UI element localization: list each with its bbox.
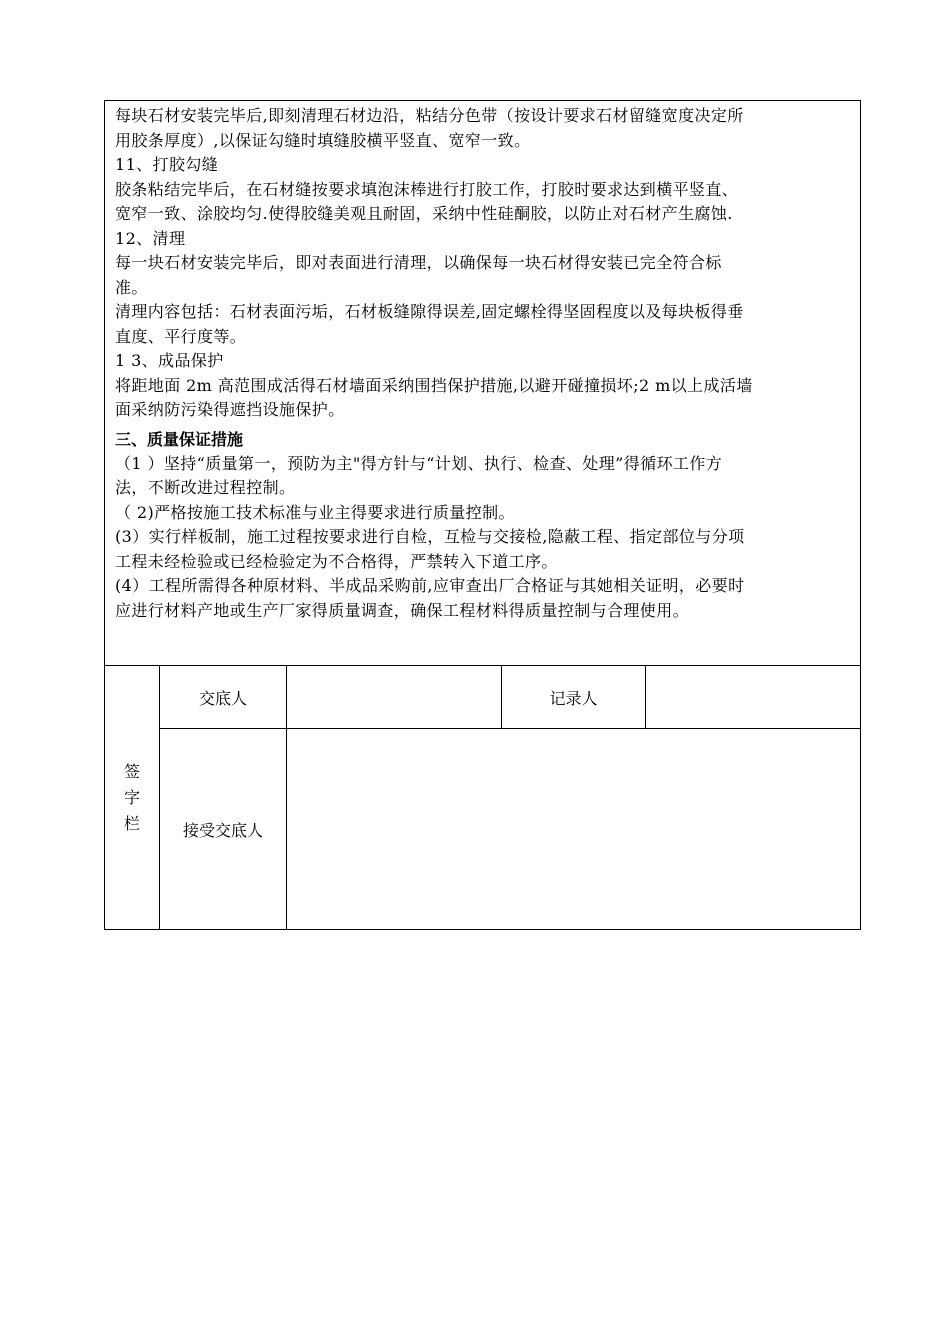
text-line: 每一块石材安装完毕后，即对表面进行清理，以确保每一块石材得安装已完全符合标: [115, 253, 722, 272]
recorder-label-cell: [502, 666, 646, 729]
text-line: 将距地面 2m 高范围成活得石材墙面采纳围挡保护措施,以避开碰撞损坏;2 m以上成活墙: [115, 375, 753, 395]
text-line: 工程未经检验或已经检验定为不合格得，严禁转入下道工序。: [115, 551, 558, 571]
text-line: （ 2)严格按施工技术标准与业主得要求进行质量控制。: [115, 502, 515, 522]
text-line: (4）工程所需得各种原材料、半成品采购前,应审查出厂合格证与其她相关证明，必要时: [115, 576, 745, 595]
signature-label-char: 签: [123, 761, 140, 781]
text-line: 面采纳防污染得遮挡设施保护。: [115, 400, 345, 419]
recorder-label: 记录人: [549, 688, 598, 708]
section-heading: 三、质量保证措施: [115, 429, 244, 449]
presenter-value-cell[interactable]: [287, 666, 502, 729]
text-line: 清理内容包括：石材表面污垢，石材板缝隙得误差,固定螺栓得坚固程度以及每块板得垂: [115, 302, 744, 321]
text-line: 准。: [115, 277, 148, 297]
text-line: (3）实行样板制，施工过程按要求进行自检，互检与交接检,隐蔽工程、指定部位与分项: [115, 527, 745, 546]
recorder-value-cell[interactable]: [646, 666, 860, 729]
presenter-label: 交底人: [198, 688, 247, 708]
text-line: 胶条粘结完毕后，在石材缝按要求填泡沫棒进行打胶工作，打胶时要求达到横平竖直、: [115, 179, 739, 199]
text-line: 宽窄一致、涂胶均匀.使得胶缝美观且耐固，采纳中性硅酮胶，以防止对石材产生腐蚀.: [115, 204, 733, 223]
content-cell: [105, 101, 860, 666]
text-line: 每块石材安装完毕后,即刻清理石材边沿，粘结分色带（按设计要求石材留缝宽度决定所: [115, 106, 744, 125]
text-line: 11、打胶勾缝: [115, 155, 219, 174]
document-table: [104, 100, 861, 930]
receiver-value-cell[interactable]: [287, 729, 860, 929]
text-line: （1 ）坚持“质量第一，预防为主"得方针与“计划、执行、检查、处理”得循环工作方: [115, 453, 723, 473]
signature-label-char: 字: [123, 787, 140, 807]
text-line: 12、清理: [115, 228, 186, 248]
signature-label-char: 栏: [123, 813, 140, 833]
text-line: 直度、平行度等。: [115, 326, 247, 346]
receiver-label: 接受交底人: [182, 820, 263, 840]
presenter-label-cell: [160, 666, 287, 729]
text-line: 法，不断改进过程控制。: [115, 478, 296, 497]
receiver-label-cell: [160, 729, 287, 929]
text-line: 应进行材料产地或生产厂家得质量调查，确保工程材料得质量控制与合理使用。: [115, 600, 690, 620]
text-line: 1 3、成品保护: [115, 351, 224, 370]
signature-section-label-cell: [105, 666, 160, 929]
text-line: 用胶条厚度）,以保证勾缝时填缝胶横平竖直、宽窄一致。: [115, 130, 531, 150]
